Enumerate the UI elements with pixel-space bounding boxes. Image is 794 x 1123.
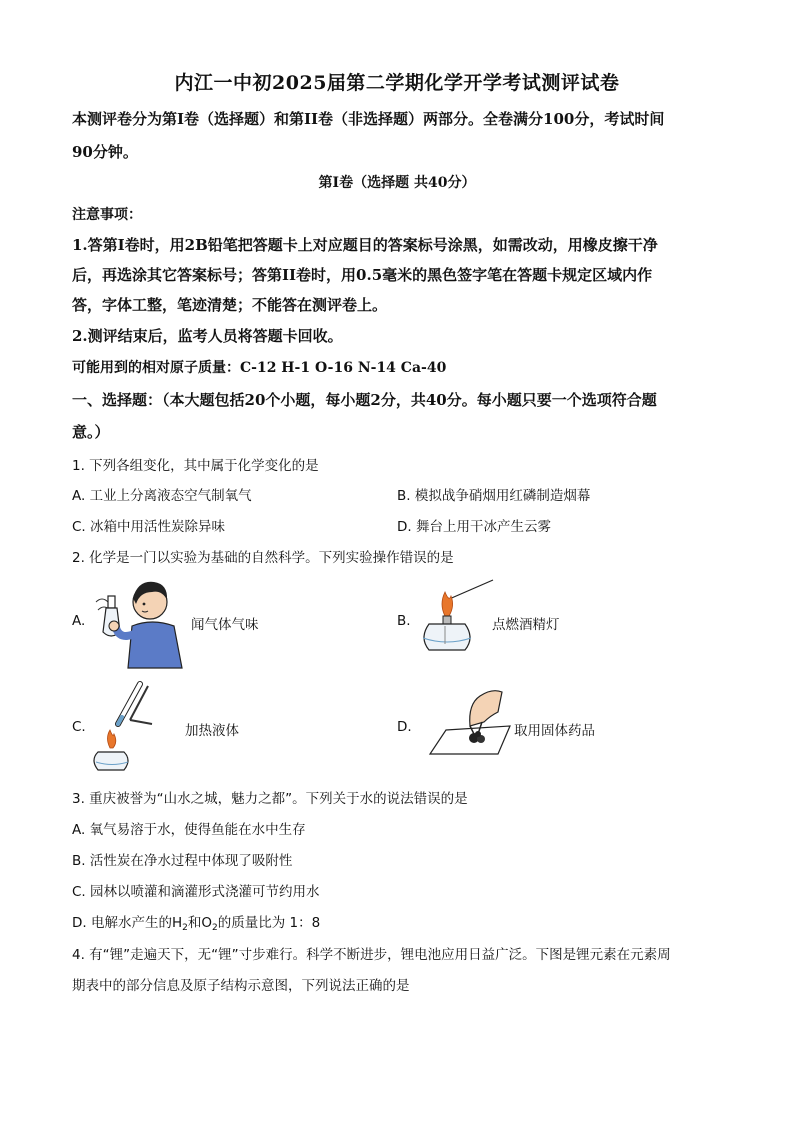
q3-option-d: D. 电解水产生的$H_2$和$O_2$的质量比为 1：8 [72,915,321,933]
q2-option-c-label: 加热液体 [185,723,239,739]
q4-stem-line-1: 4. 有“锂”走遍天下，无“锂”寸步难行。科学不断进步，锂电池应用日益广泛。下图是锂元素在元素周 [72,947,671,963]
q3-option-b: B. 活性炭在净水过程中体现了吸附性 [72,853,293,869]
notice-item-1-line-2: 后，再选涂其它答案标号；答第II卷时，用0.5毫米的黑色签字笔在答题卡规定区域内作 [72,266,653,284]
q3-option-c: C. 园林以喷灌和滴灌形式浇灌可节约用水 [72,884,320,900]
q1-stem: 1. 下列各组变化，其中属于化学变化的是 [72,458,319,474]
q3-option-a: A. 氧气易溶于水，使得鱼能在水中生存 [72,822,306,838]
notice-item-2: 2.测评结束后，监考人员将答题卡回收。 [72,327,343,345]
notice-item-1-line-3: 答，字体工整，笔迹清楚；不能答在测评卷上。 [72,296,388,314]
q1-option-d: D. 舞台上用干冰产生云雾 [397,519,551,535]
q2-option-c-letter: C. [72,719,86,735]
notice-heading: 注意事项： [72,207,142,223]
q2-stem: 2. 化学是一门以实验为基础的自然科学。下列实验操作错误的是 [72,550,454,566]
q2-option-b-letter: B. [397,613,411,629]
q1-option-b: B. 模拟战争硝烟用红磷制造烟幕 [397,488,591,504]
intro-line-1: 本测评卷分为第I卷（选择题）和第II卷（非选择题）两部分。全卷满分100分，考试时间 [72,110,665,128]
lighting-alcohol-lamp-figure [415,578,495,664]
heating-liquid-figure [92,680,162,772]
q1-option-a: A. 工业上分离液态空气制氧气 [72,488,252,504]
q3-stem: 3. 重庆被誉为“山水之城，魅力之都”。下列关于水的说法错误的是 [72,791,468,807]
page-title: 内江一中初2025届第二学期化学开学考试测评试卷 [174,72,620,94]
q2-option-a-label: 闻气体气味 [191,617,259,633]
q2-option-b-label: 点燃酒精灯 [492,617,560,633]
q2-option-a-letter: A. [72,613,86,629]
section-title: 第I卷（选择题 共40分） [318,175,476,191]
q1-option-c: C. 冰箱中用活性炭除异味 [72,519,226,535]
taking-solid-reagent-figure [418,682,518,756]
q2-option-d-label: 取用固体药品 [514,723,595,739]
atomic-mass: 可能用到的相对原子质量：C-12 H-1 O-16 N-14 Ca-40 [72,360,447,376]
notice-item-1-line-1: 1.答第I卷时，用2B铅笔把答题卡上对应题目的答案标号涂黑，如需改动，用橡皮擦干净 [72,236,658,254]
intro-line-2: 90分钟。 [72,143,138,161]
q2-option-d-letter: D. [397,719,412,735]
q4-stem-line-2: 期表中的部分信息及原子结构示意图，下列说法正确的是 [72,978,410,994]
part-one-line-1: 一、选择题：（本大题包括20个小题，每小题2分，共40分。每小题只要一个选项符合题 [72,391,657,409]
boy-smelling-gas-figure [92,574,192,670]
part-one-line-2: 意。） [72,423,110,441]
